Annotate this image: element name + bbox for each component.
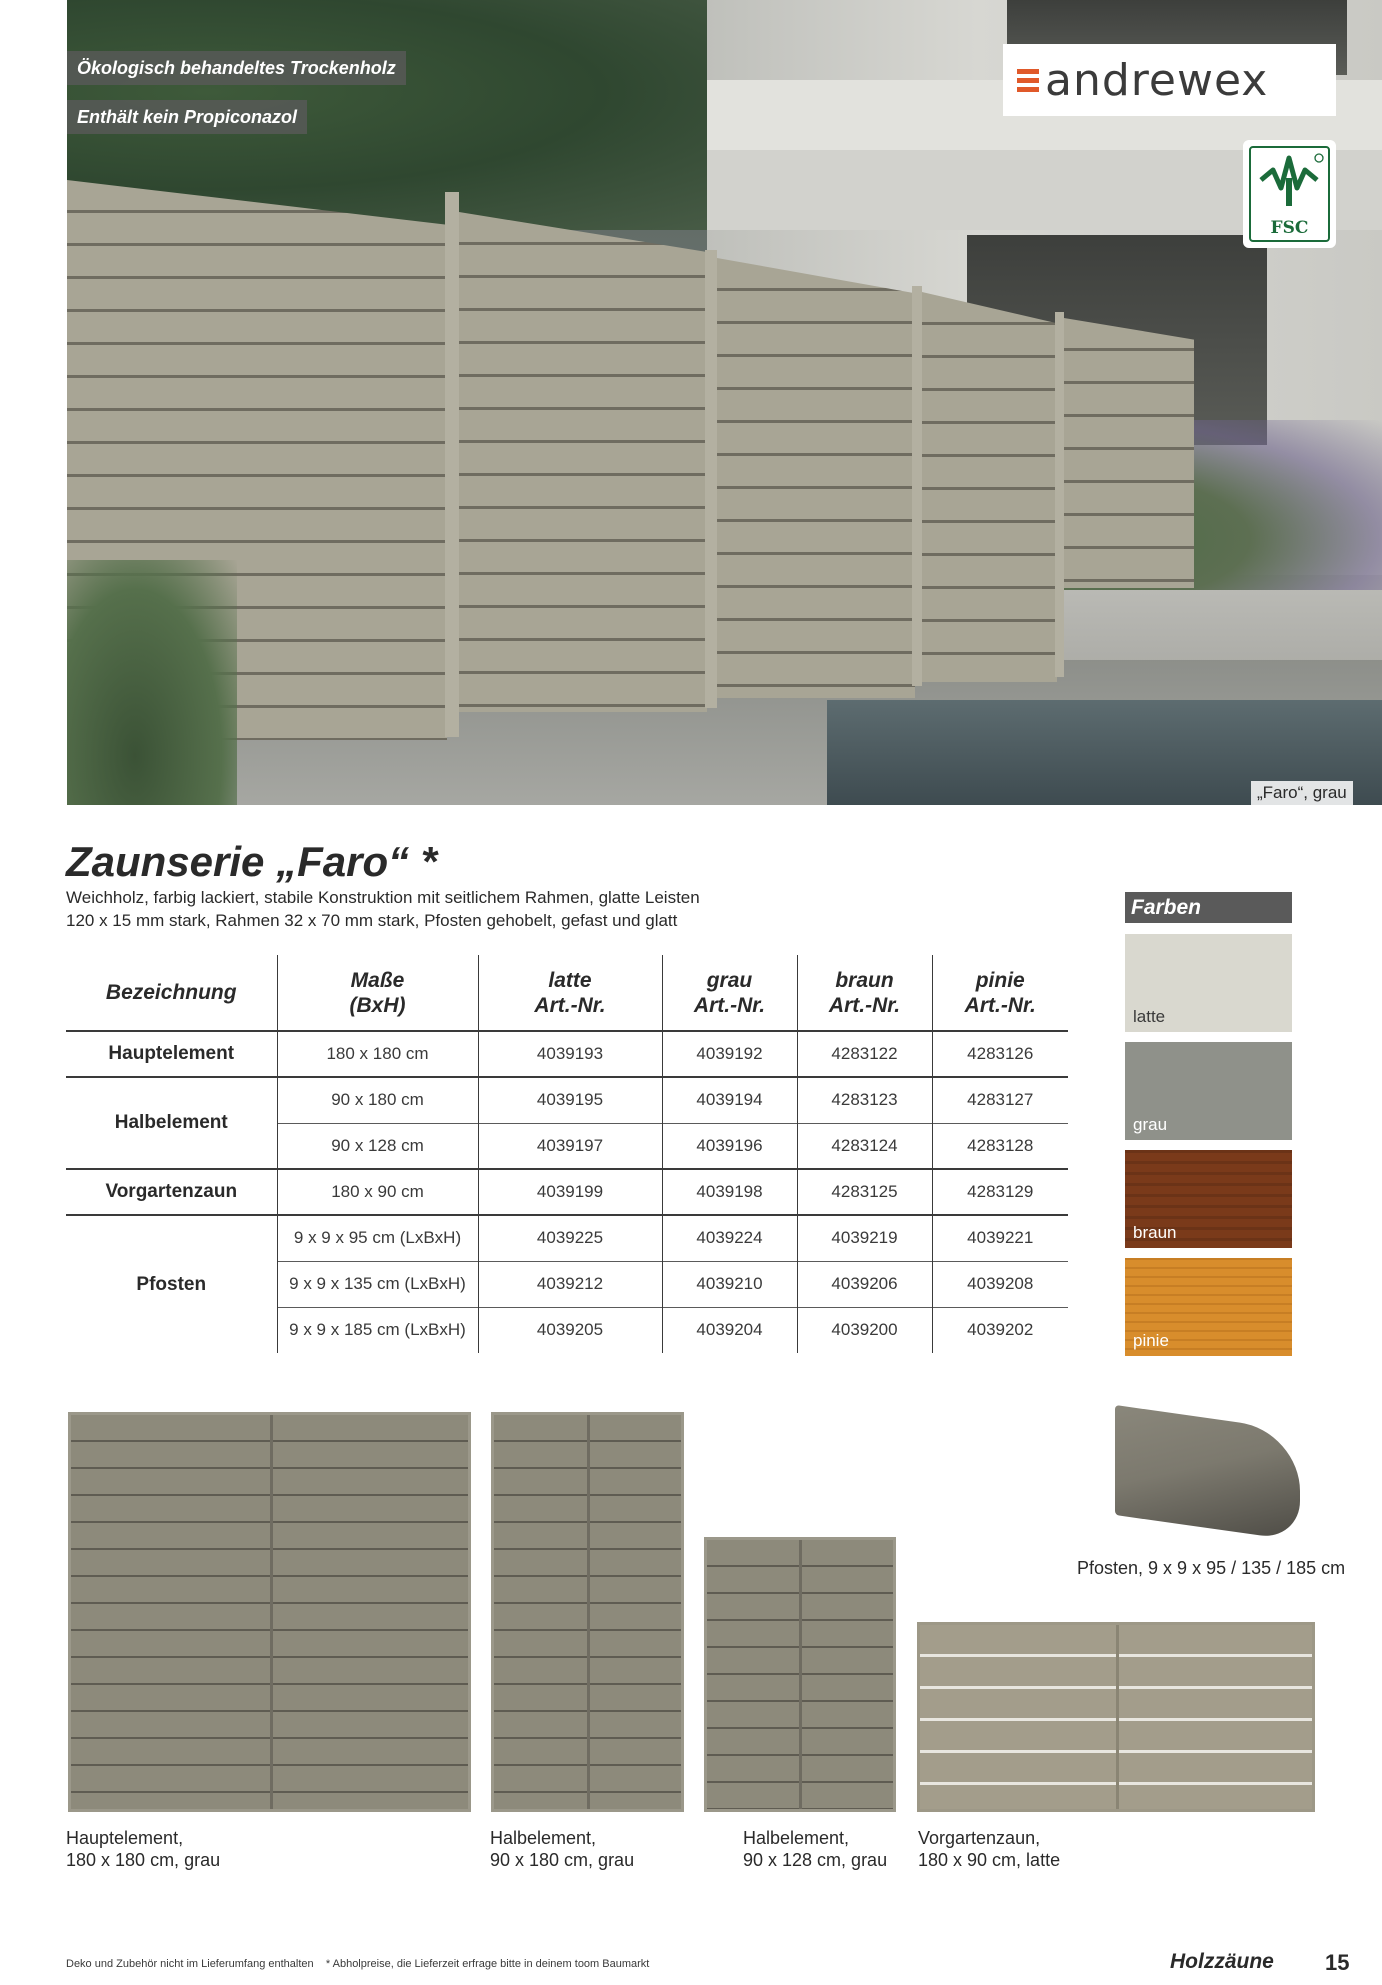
product-image-halbelement-180 <box>491 1412 684 1812</box>
header-latte: latte Art.-Nr. <box>478 955 662 1031</box>
table-row: 9 x 9 x 135 cm (LxBxH) 4039212 4039210 4039206 4039208 <box>66 1261 1068 1307</box>
caption-hauptelement: Hauptelement, 180 x 180 cm, grau <box>66 1828 221 1870</box>
colors-heading: Farben <box>1125 892 1292 923</box>
header-pinie: pinie Art.-Nr. <box>932 955 1068 1031</box>
table-row: Pfosten 9 x 9 x 95 cm (LxBxH) 4039225 4039224 4039219 4039221 <box>66 1215 1068 1261</box>
fence-panel <box>922 292 1057 682</box>
product-title: Zaunserie „Faro“ * <box>66 838 438 885</box>
article-table <box>66 955 1068 1353</box>
group-name: Hauptelement <box>108 1043 235 1064</box>
header-braun: braun Art.-Nr. <box>797 955 932 1031</box>
photo-caption: „Faro“, grau <box>1251 781 1353 805</box>
product-image-vorgartenzaun <box>917 1622 1315 1812</box>
table-row: Halbelement 90 x 180 cm 4039195 4039194 4283123 4283127 <box>66 1077 1068 1123</box>
group-name: Vorgartenzaun <box>105 1181 238 1202</box>
logo-text: andrewex <box>1045 54 1269 106</box>
fence-post <box>912 286 922 686</box>
table-row: Hauptelement 180 x 180 cm 4039193 4039192 4283122 4283126 <box>66 1031 1068 1077</box>
header-masse: Maße (BxH) <box>277 955 478 1031</box>
group-name: Halbelement <box>114 1112 228 1133</box>
swatch-grau: grau <box>1125 1042 1292 1140</box>
fence-post <box>445 192 459 737</box>
fsc-logo <box>1243 140 1336 248</box>
logo-bars-icon <box>1017 69 1039 92</box>
table-row: Vorgartenzaun 180 x 90 cm 4039199 4039198 4283125 4283129 <box>66 1169 1068 1215</box>
fence-post <box>705 250 717 708</box>
caption-halbelement-128: Halbelement, 90 x 128 cm, grau <box>743 1828 888 1870</box>
section-title: Holzzäune <box>1170 1950 1274 1973</box>
badge-no-propiconazol: Enthält kein Propiconazol <box>67 100 307 134</box>
fsc-text: FSC <box>1270 218 1309 238</box>
fence-panel <box>1064 318 1194 588</box>
header-bezeichnung: Bezeichnung <box>105 981 237 1004</box>
badge-eco-wood: Ökologisch behandeltes Trockenholz <box>67 51 406 85</box>
table-row: 90 x 128 cm 4039197 4039196 4283124 4283128 <box>66 1123 1068 1169</box>
product-image-halbelement-128 <box>704 1537 896 1812</box>
fence-panel <box>459 212 707 712</box>
caption-pfosten: Pfosten, 9 x 9 x 95 / 135 / 185 cm <box>1077 1558 1346 1578</box>
fence-post <box>1055 312 1064 677</box>
product-image-hauptelement <box>68 1412 471 1812</box>
caption-halbelement-180: Halbelement, 90 x 180 cm, grau <box>490 1828 635 1870</box>
table-row: 9 x 9 x 185 cm (LxBxH) 4039205 4039204 4039200 4039202 <box>66 1307 1068 1353</box>
footnote: Deko und Zubehör nicht im Lieferumfang enthalten * Abholpreise, die Lieferzeit erfrage bitte in deinem toom Baumarkt <box>66 1958 650 1970</box>
swatch-pinie: pinie <box>1125 1258 1292 1356</box>
product-description: Weichholz, farbig lackiert, stabile Konstruktion mit seitlichem Rahmen, glatte Leisten 120 x 15 mm stark, Rahmen 32 x 70 mm stark, Pfosten gehobelt, gefast und glatt <box>66 888 700 930</box>
group-name: Pfosten <box>136 1273 207 1295</box>
table-header-row <box>66 955 1068 1031</box>
header-grau: grau Art.-Nr. <box>662 955 797 1031</box>
product-image-pfosten <box>1115 1405 1300 1541</box>
andrewex-logo <box>1003 44 1336 116</box>
fsc-tree-icon <box>1251 148 1328 214</box>
page-number: 15 <box>1325 1950 1350 1975</box>
swatch-braun: braun <box>1125 1150 1292 1248</box>
grass <box>67 560 237 805</box>
fence-panel <box>717 258 915 698</box>
caption-vorgartenzaun: Vorgartenzaun, 180 x 90 cm, latte <box>918 1828 1061 1870</box>
swatch-latte: latte <box>1125 934 1292 1032</box>
